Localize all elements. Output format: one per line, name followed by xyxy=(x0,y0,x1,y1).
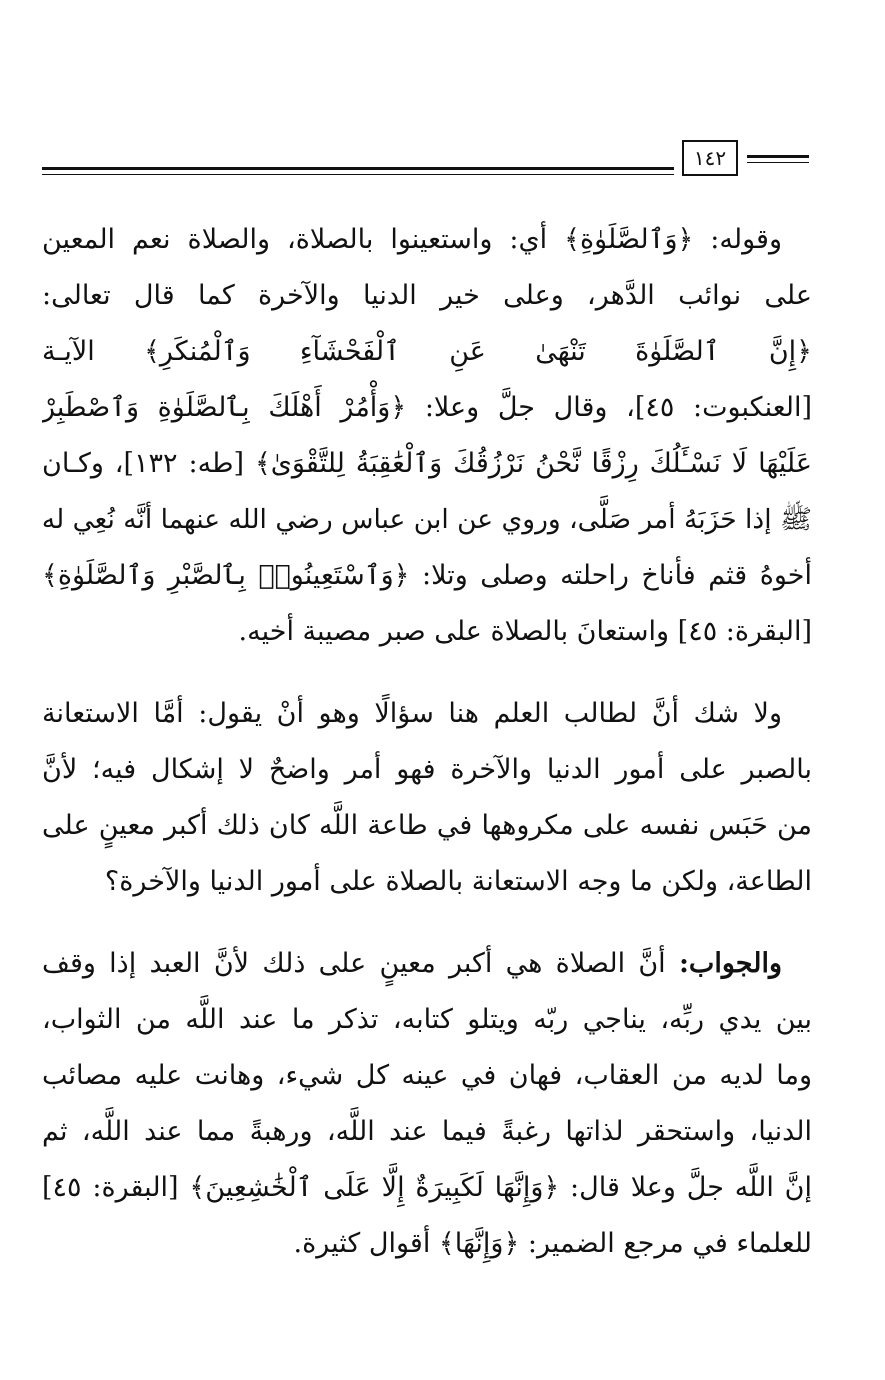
header-rule-short xyxy=(747,155,809,158)
text-line: أخوهُ قثم فأناخ راحلته وصلى وتلا: ﴿وَٱسْتَعِينُوا۟ بِٱلصَّبْرِ وَٱلصَّلَوٰةِ﴾ xyxy=(42,560,812,591)
text-line: إنَّ اللَّه جلَّ وعلا قال: ﴿وَإِنَّهَا لَكَبِيرَةٌ إِلَّا عَلَى ٱلْخَٰشِعِينَ﴾ [البقرة: ٤٥] xyxy=(42,1172,812,1203)
text-line: الطاعة، ولكن ما وجه الاستعانة بالصلاة على أمور الدنيا والآخرة؟ xyxy=(104,866,812,897)
text-line: على نوائب الدَّهر، وعلى خير الدنيا والآخرة كما قال تعالى: xyxy=(42,280,812,311)
text-line: ﷺ إذا حَزَبَهُ أمر صَلَّى، وروي عن ابن عباس رضي الله عنهما أنَّه نُعِي له xyxy=(42,504,812,535)
header-rule-long-thin xyxy=(42,174,674,175)
text-line: من حَبَس نفسه على مكروهها في طاعة اللَّه كان ذلك أكبر معينٍ على xyxy=(42,810,812,841)
text-line: الدنيا، واستحقر لذاتها رغبةً فيما عند اللَّه، ورهبةً مما عند اللَّه، ثم xyxy=(42,1116,812,1147)
text-line: بالصبر على أمور الدنيا والآخرة فهو أمر واضحٌ لا إشكال فيه؛ لأنَّ xyxy=(42,754,812,785)
text-line: ﴿إِنَّ ٱلصَّلَوٰةَ تَنْهَىٰ عَنِ ٱلْفَحْشَآءِ وَٱلْمُنكَرِ﴾ الآيـة xyxy=(42,336,812,367)
page-header xyxy=(42,140,812,188)
text-line: ولا شك أنَّ لطالب العلم هنا سؤالًا وهو أنْ يقول: أمَّا الاستعانة xyxy=(42,698,782,729)
text-line: [البقرة: ٤٥] واستعانَ بالصلاة على صبر مصيبة أخيه. xyxy=(238,616,812,647)
text-line: أنَّ الصلاة هي أكبر معينٍ على ذلك لأنَّ العبد إذا وقف xyxy=(42,948,679,979)
paragraph-1 xyxy=(42,212,812,660)
header-rule-short-thin xyxy=(747,162,809,163)
header-rule-long xyxy=(42,167,674,170)
paragraph-2 xyxy=(42,686,812,910)
text-line-lead xyxy=(42,936,812,992)
text-line: للعلماء في مرجع الضمير: ﴿وَإِنَّهَا﴾ أقوال كثيرة. xyxy=(293,1228,812,1259)
text-line: وقوله: ﴿وَٱلصَّلَوٰةِ﴾ أي: واستعينوا بالصلاة، والصلاة نعم المعين xyxy=(42,224,782,255)
text-line: عَلَيْهَا لَا نَسْـَٔلُكَ رِزْقًا نَّحْنُ نَرْزُقُكَ وَٱلْعَٰقِبَةُ لِلتَّقْوَىٰ﴾ [طه: ١٣٢]، وكـان xyxy=(42,448,812,479)
text-line: [العنكبوت: ٤٥]، وقال جلَّ وعلا: ﴿وَأْمُرْ أَهْلَكَ بِٱلصَّلَوٰةِ وَٱصْطَبِرْ xyxy=(42,392,812,423)
page-body xyxy=(42,212,812,1272)
page-number: ١٤٢ xyxy=(682,140,738,176)
text-line: بين يدي ربِّه، يناجي ربّه ويتلو كتابه، تذكر ما عند اللَّه من الثواب، xyxy=(42,1004,812,1035)
paragraph-3 xyxy=(42,936,812,1272)
answer-lead: والجواب: xyxy=(678,948,782,979)
text-line: وما لديه من العقاب، فهان في عينه كل شيء، وهانت عليه مصائب xyxy=(42,1060,812,1091)
